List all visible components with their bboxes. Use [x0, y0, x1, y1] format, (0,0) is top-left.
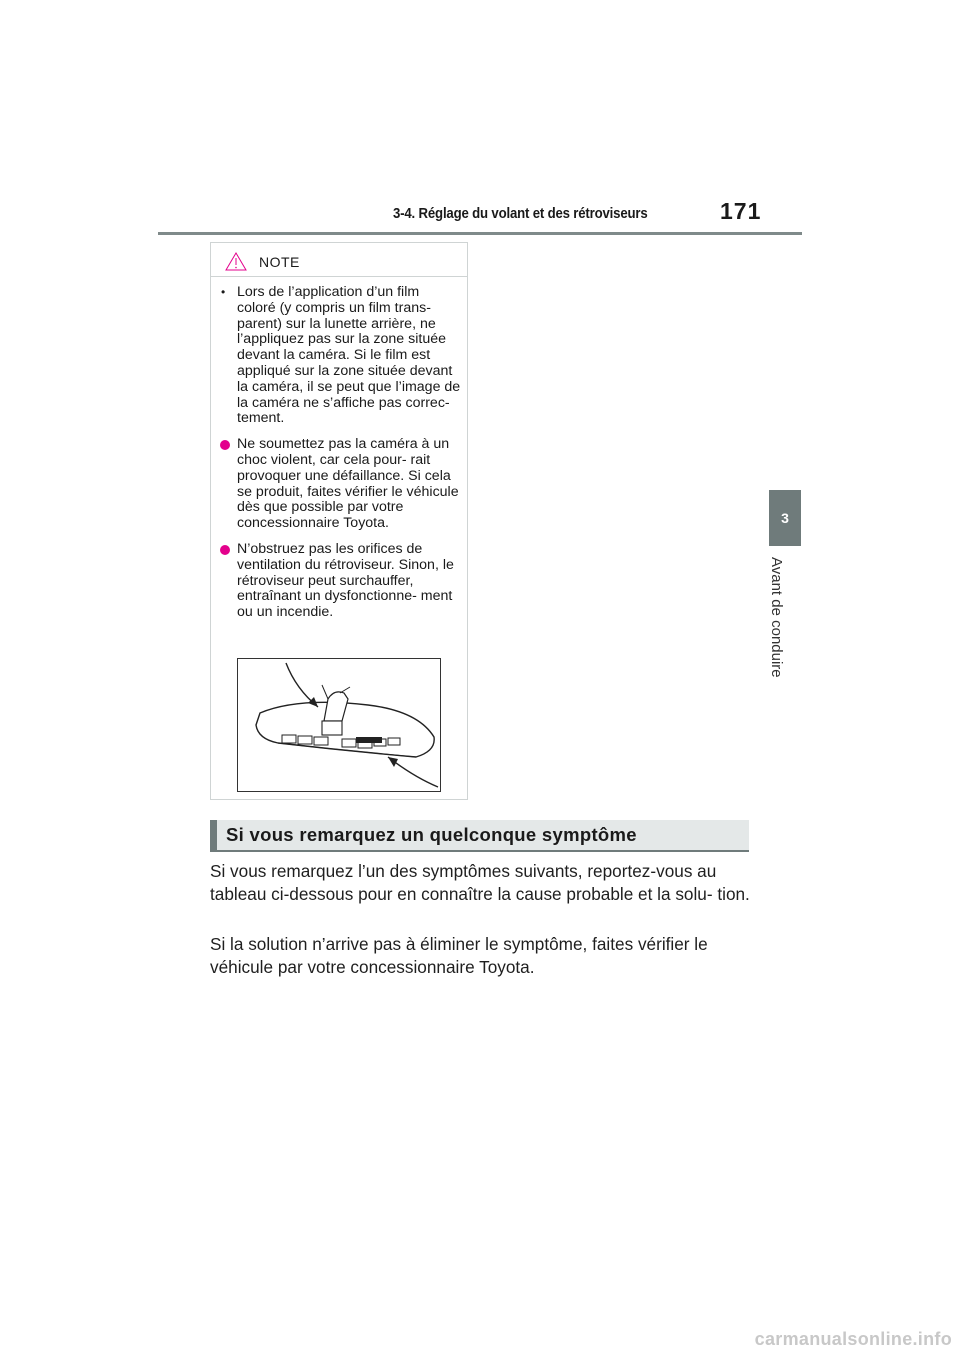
body-paragraph: Si la solution n’arrive pas à éliminer le symptôme, faites vérifier le véhicule par votre concessionnaire Toyota. [210, 934, 708, 977]
note-item [219, 285, 461, 427]
chapter-tab [769, 490, 801, 546]
note-item [219, 437, 461, 532]
header-divider [158, 232, 802, 235]
rearview-mirror-drawing [238, 659, 441, 792]
section-heading [210, 820, 749, 852]
pink-bullet-icon [220, 545, 230, 555]
note-header [211, 243, 467, 277]
note-item-text: Ne soumettez pas la caméra à un choc violent, car cela pour- rait provoquer une défaillance. Si cela se produit, faites vérifier le véhicule dès que possible par votre concessionnaire Toyota. [237, 436, 459, 532]
chapter-label: Avant de conduire [768, 557, 785, 678]
note-box [210, 242, 468, 800]
bullet-icon: • [221, 285, 226, 299]
page-number: 171 [720, 198, 762, 224]
body-paragraph: Si vous remarquez l’un des symptômes suivants, reportez-vous au tableau ci-dessous pour en connaître la cause probable et la solu- tion. [210, 861, 750, 904]
running-header-title: 3-4. Réglage du volant et des rétroviseurs [393, 205, 648, 222]
section-heading-text: Si vous remarquez un quelconque symptôme [226, 824, 637, 845]
chapter-number: 3 [781, 510, 789, 526]
warning-triangle-icon [225, 252, 247, 271]
note-item [219, 542, 461, 621]
note-label: NOTE [259, 254, 300, 270]
note-item-text: Lors de l’application d’un film coloré (y compris un film trans- parent) sur la lunette arrière, ne l’appliquez pas sur la zone située devant la caméra. Si le film est appliqué sur la zone située devant la caméra, il se peut que l’image de la caméra ne s’affiche pas correc- tement. [237, 284, 461, 427]
mirror-illustration [237, 658, 441, 792]
pink-bullet-icon [220, 440, 230, 450]
watermark-logo: carmanualsonline.info [754, 1329, 952, 1349]
note-body [211, 277, 467, 621]
note-item-text: N’obstruez pas les orifices de ventilation du rétroviseur. Sinon, le rétroviseur peut surchauffer, entraînant un dysfonctionne- ment ou un incendie. [237, 540, 454, 621]
